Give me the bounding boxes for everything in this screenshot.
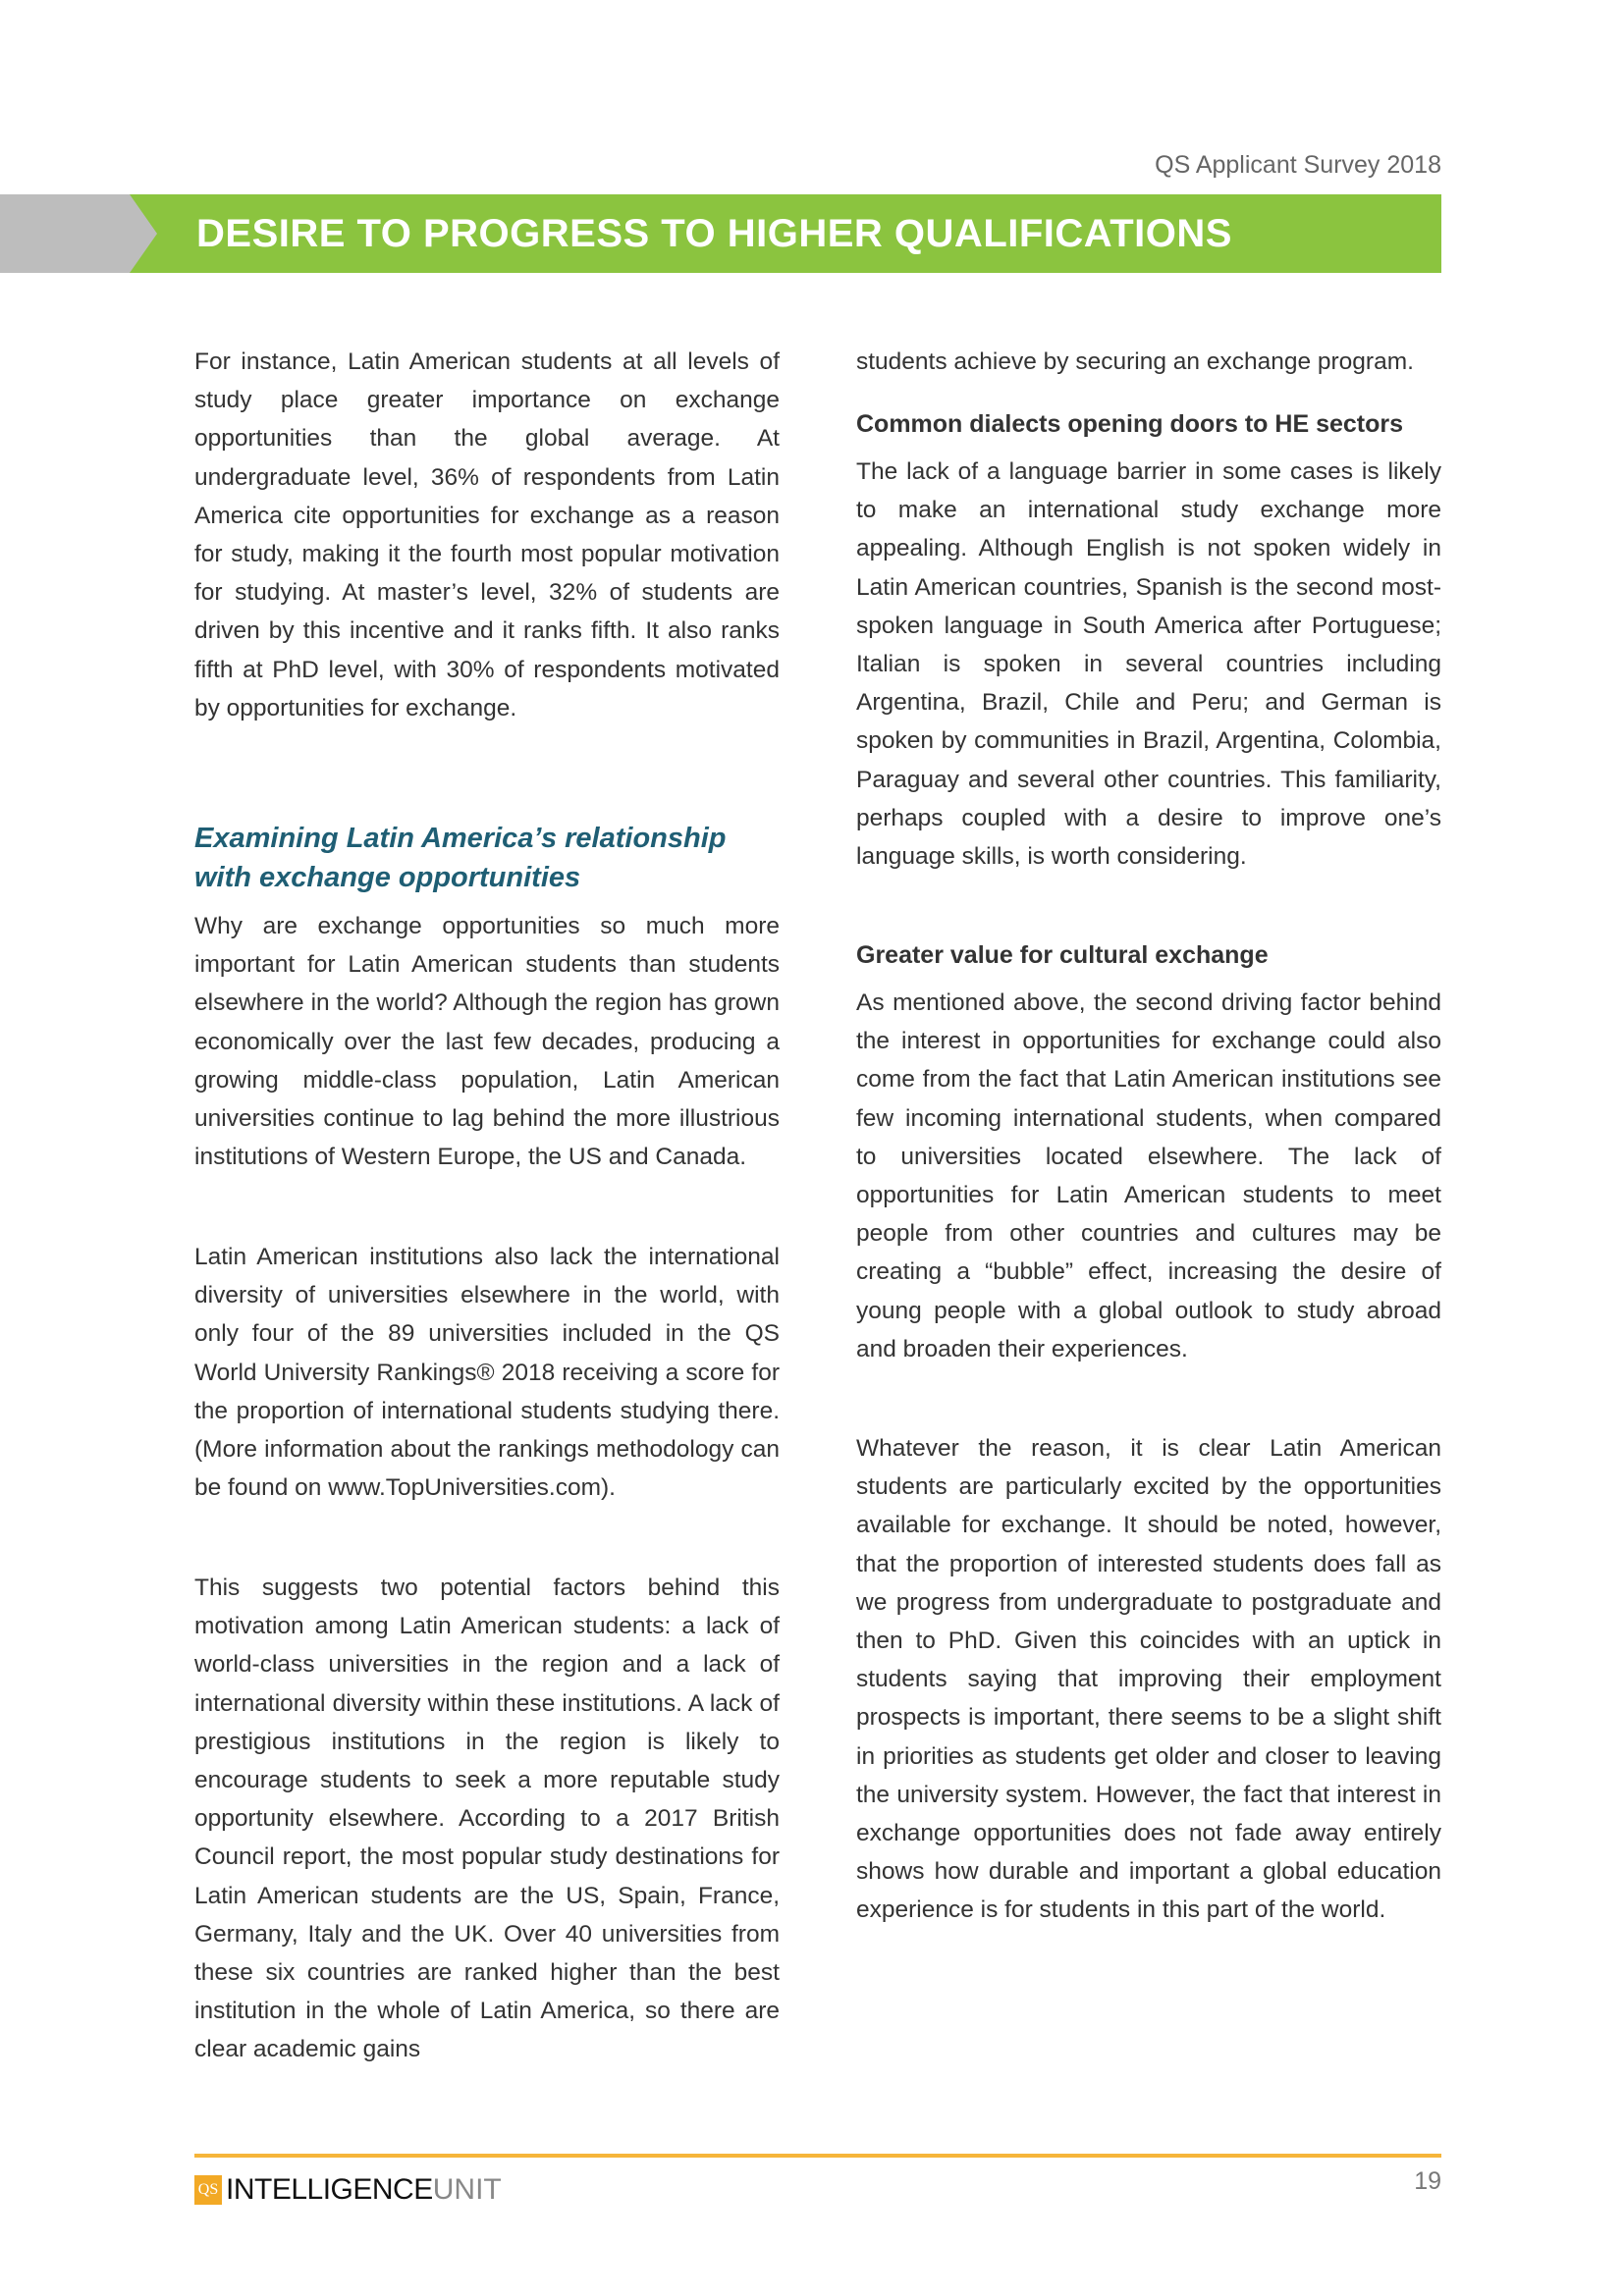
subheading: Common dialects opening doors to HE sectors [856,410,1404,438]
footer-rule [194,2154,1441,2158]
paragraph: As mentioned above, the second driving factor behind the interest in opportunities for exchange could also come from the fact that Latin American institutions see few incoming international students, when compared to universities located elsewhere. The lack of opportunities for Latin American students to meet people from other countries and cultures may be creating a “bubble” effect, increasing the desire of young people with a global outlook to study abroad and broaden their experiences. [856,989,1441,1362]
paragraph: The lack of a language barrier in some cases is likely to make an international study exchange more appealing. Although English is not spoken widely in Latin American countries, Spanish is the second most-spoken language in South America after Portuguese; Italian is spoken in several countries including Argentina, Brazil, Chile and Peru; and German is spoken by communities in Brazil, Argentina, Colombia, Paraguay and several other countries. This familiarity, perhaps coupled with a desire to improve one’s language skills, is worth considering. [856,458,1441,871]
title-band-gray [0,194,157,273]
paragraph: Latin American institutions also lack the international diversity of universities elsewhere in the world, with only four of the 89 universities included in the QS World University Rankings® 2018 receiving a score for the proportion of international students studying there. (More information about the rankings methodology can be found on www.TopUniversities.com). [194,1244,780,1502]
page-number: 19 [1414,2167,1441,2195]
subheading: Examining Latin America’s relationship with exchange opportunities [194,823,727,893]
logo-text-intelligence: INTELLIGENCE [226,2173,433,2206]
section-title: DESIRE TO PROGRESS TO HIGHER QUALIFICATIONS [196,212,1232,255]
subheading: Greater value for cultural exchange [856,941,1269,969]
paragraph: Whatever the reason, it is clear Latin American students are particularly excited by the opportunities available for exchange. It should be noted, however, that the proportion of interested students does fall as we progress from undergraduate to postgraduate and then to PhD. Given this coincides with an uptick in students saying that improving their employment prospects is important, there seems to be a slight shift in priorities as students get older and closer to leaving the university system. However, the fact that interest in exchange opportunities does not fade away entirely shows how durable and important a global education experience is for students in this part of the world. [856,1435,1441,1924]
running-header: QS Applicant Survey 2018 [1155,151,1441,179]
qs-logo-icon: QS [194,2175,222,2205]
paragraph: For instance, Latin American students at all levels of study place greater importance on exchange opportunities than the global average. At undergraduate level, 36% of respondents from Latin America cite opportunities for exchange as a reason for study, making it the fourth most popular motivation for studying. At master’s level, 32% of students are driven by this incentive and it ranks fifth. It also ranks fifth at PhD level, with 30% of respondents motivated by opportunities for exchange. [194,348,780,721]
paragraph: students achieve by securing an exchange program. [856,348,1414,375]
intelligence-unit-logo [194,2173,502,2207]
paragraph: Why are exchange opportunities so much more important for Latin American students than students elsewhere in the world? Although the region has grown economically over the last few decades, producing a growing middle-class population, Latin American universities continue to lag behind the more illustrious institutions of Western Europe, the US and Canada. [194,913,780,1171]
paragraph: This suggests two potential factors behind this motivation among Latin American students: a lack of world-class universities in the region and a lack of international diversity within these institutions. A lack of prestigious institutions in the region is likely to encourage students to seek a more reputable study opportunity elsewhere. According to a 2017 British Council report, the most popular study destinations for Latin American students are the US, Spain, France, Germany, Italy and the UK. Over 40 universities from these six countries are ranked higher than the best institution in the whole of Latin America, so there are clear academic gains [194,1575,780,2063]
logo-text-unit: UNIT [432,2173,502,2206]
